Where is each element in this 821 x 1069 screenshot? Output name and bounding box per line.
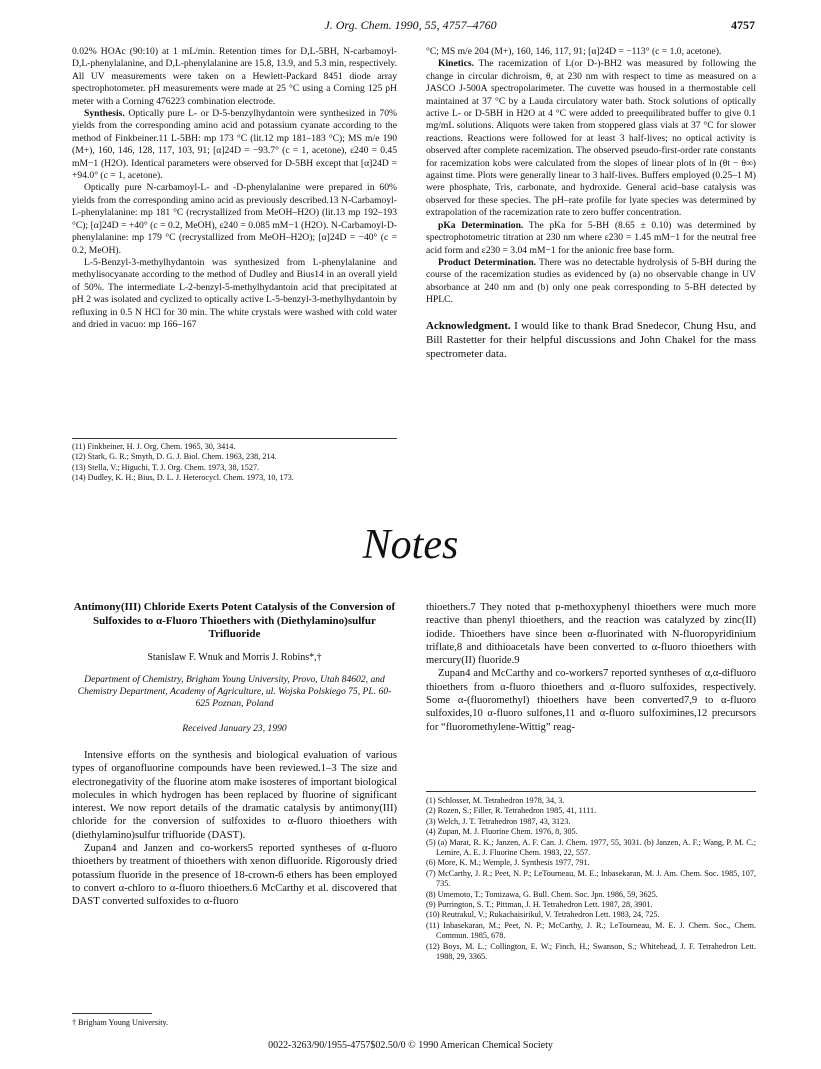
- reference-item: (12) Stark, G. R.; Smyth, D. G. J. Biol. Chem. 1963, 238, 214.: [72, 452, 277, 462]
- paragraph-product: [426, 257, 756, 307]
- reference-item: (8) Umemoto, T.; Tomizawa, G. Bull. Chem. Soc. Jpn. 1986, 59, 3625.: [426, 889, 658, 899]
- reference-item: (1) Schlosser, M. Tetrahedron 1978, 34, 3.: [426, 796, 565, 805]
- upper-left-column: [72, 46, 397, 331]
- divider: [426, 791, 756, 792]
- divider: [72, 438, 397, 439]
- reference-item: (11) Inbasekaran, M.; Peet, N. P.; McCarthy, J. R.; LeTourneau, M. E. J. Chem. Soc., Chem. Commun. 1985, 678.: [426, 920, 756, 941]
- reference-item: (6) More, K. M.; Wemple, J. Synthesis 1977, 791.: [426, 858, 590, 868]
- run-in-heading: Synthesis.: [84, 108, 125, 120]
- paragraph: thioethers.7 They noted that p-methoxyphenyl thioethers were much more reactive than phenyl thioethers, and the reaction was catalyzed by zinc(II) iodide. Thioethers have since been α-fluorinated with N-fluoropyridinium triflate,8 and dithioacetals have been converted to α-fluoro thioethers with mercury(II) fluoride.9: [426, 602, 756, 667]
- reference-list: [426, 796, 756, 963]
- paragraph-synthesis: [72, 108, 397, 182]
- article-title: Antimony(III) Chloride Exerts Potent Catalysis of the Conversion of Sulfoxides to α-Fluoro Thioethers with (Diethylamino)sulfur Trifluoride: [73, 601, 396, 640]
- reference-item: (13) Stella, V.; Higuchi, T. J. Org. Chem. 1973, 38, 1527.: [72, 462, 260, 472]
- paragraph: Optically pure N-carbamoyl-L- and -D-phenylalanine were prepared in 60% yields from the corresponding amino acid as previously described.13 N-Carbamoyl-L-phenylalanine: mp 181 °C (recrystallized from MeOH–H2O) (lit.13 mp 192–193 °C); [α]24D = +40° (c = 0.2, MeOH), ε240 = 0.085 mM−1 (H2O). N-Carbamoyl-D-phenylalanine: mp 179 °C (recrystallized from MeOH–H2O); [α]24D = −40° (c = 0.2, MeOH).: [72, 182, 397, 256]
- reference-list: [72, 442, 397, 484]
- footnote: † Brigham Young University.: [72, 1018, 169, 1027]
- upper-right-column: [426, 46, 756, 361]
- run-in-heading: pKa Determination.: [438, 219, 524, 231]
- page-number: 4757: [731, 18, 755, 32]
- authors: Stanislaw F. Wnuk and Morris J. Robins*,†: [147, 651, 322, 663]
- lower-left-column: [72, 601, 397, 908]
- footnote-divider: [72, 1013, 152, 1014]
- paragraph: Intensive efforts on the synthesis and biological evaluation of various types of organofluorine compounds have been reviewed.1–3 The size and electronegativity of the fluorine atom make isosteres of important biological molecules in which hydrogen has been replaced by fluorine of significant interest. We now report details of the dramatic catalysis by antimony(III) chloride for the conversion of sulfoxides to α-fluoro thioethers with (diethylamino)sulfur trifluoride (DAST).: [72, 749, 397, 841]
- paragraph: Zupan4 and Janzen and co-workers5 reported syntheses of α-fluoro thioethers by treatment of thioethers with xenon difluoride. Rigorously dried potassium fluoride in the presence of 18-crown-6 ethers has been employed to convert α-chloro to α-fluoro thioethers.6 McCarthy et al. discovered that DAST converted sulfoxides to α-fluoro: [72, 843, 397, 908]
- paragraph-pka: [426, 220, 756, 257]
- run-in-heading: Acknowledgment.: [426, 319, 511, 332]
- acknowledgment: [426, 319, 756, 361]
- paragraph-text: The pKa for 5-BH (8.65 ± 0.10) was determined by spectrophotometric titration at 230 nm where ε230 = 1.45 mM−1 for the neutral free acid form and ε230 = 3.04 mM−1 for the anionic free base form.: [426, 219, 756, 256]
- received-date: Received January 23, 1990: [182, 722, 287, 734]
- run-in-heading: Kinetics.: [438, 58, 474, 70]
- reference-item: (9) Purrington, S. T.; Pittman, J. H. Tetrahedron Lett. 1987, 28, 3901.: [426, 900, 653, 910]
- paragraph: °C; MS m/e 204 (M+), 160, 146, 117, 91; [α]24D = −113° (c = 1.0, acetone).: [426, 46, 722, 57]
- journal-citation: J. Org. Chem. 1990, 55, 4757–4760: [324, 18, 497, 32]
- paragraph-text: There was no detectable hydrolysis of 5-BH during the course of the racemization studies as evidenced by (a) no observable change in UV absorbance at 240 nm and (b) only one peak corresponding to 5-BH detected by HPLC.: [426, 256, 757, 306]
- reference-item: (14) Dudley, K. H.; Bius, D. L. J. Heterocycl. Chem. 1973, 10, 173.: [72, 473, 294, 483]
- running-header: [0, 18, 821, 38]
- paragraph-text: Optically pure L- or D-5-benzylhydantoin were synthesized in 70% yields from the corresponding amino acid and potassium cyanate according to the method of Finkbeiner.11 L-5BH: mp 173 °C (lit.12 mp 181–183 °C); MS m/e 190 (M+), 160, 146, 128, 117, 103, 91; [α]24D = −93.7° (c = 1, acetone), ε240 = 0.45 mM−1 (H2O). Identical parameters were observed for D-5BH except that [α]24D = +94.0° (c = 1, acetone).: [72, 108, 397, 182]
- paragraph: Zupan4 and McCarthy and co-workers7 reported syntheses of α,α-difluoro thioethers from α-fluoro thioethers and α-fluoro sulfoxides, respectively. Some α-(fluoromethyl) thioethers have been converted7,9 to α-fluoro sulfoxides,10 α-fluoro sulfones,11 and α-fluoro sulfoximines,12 precursors for “fluoromethylene-Wittig” reag-: [426, 668, 756, 733]
- paragraph: 0.02% HOAc (90:10) at 1 mL/min. Retention times for D,L-5BH, N-carbamoyl-D,L-phenylalanine, and D,L-phenylalanine are 15.8, 13.9, and 5.3 min, respectively. All UV measurements were taken on a Hewlett-Packard 8451 diode array spectrophotometer. pH measurements were made at 25 °C using a Corning 125 pH meter with a Corning 476223 combination electrode.: [72, 46, 397, 107]
- page-footer: 0022-3263/90/1955-4757$02.50/0 © 1990 American Chemical Society: [268, 1040, 553, 1051]
- paragraph: L-5-Benzyl-3-methylhydantoin was synthesized from L-phenylalanine and methylisocyanate according to the method of Dudley and Bius14 in an overall yield of 50%. The intermediate L-2-benzyl-5-methylhydantoin acid that precipitated at pH 2 was isolated and cyclized to optically active L-5-benzyl-3-methylhydantoin by refluxing in 0.5 N HCl for 30 min. The white crystals were washed with cold water and dried in vacuo: mp 166–167: [72, 256, 397, 330]
- section-heading: Notes: [362, 522, 459, 568]
- reference-item: (11) Finkbeiner, H. J. Org. Chem. 1965, 30, 3414.: [72, 442, 236, 451]
- reference-item: (10) Reutrakul, V.; Rukachaisirikul, V. Tetrahedron Lett. 1983, 24, 725.: [426, 910, 660, 920]
- reference-item: (7) McCarthy, J. R.; Peet, N. P.; LeTourneau, M. E.; Inbasekaran, M. J. Am. Chem. Soc. 1985, 107, 735.: [426, 868, 756, 889]
- article-body: [72, 749, 397, 909]
- paragraph-text: I would like to thank Brad Snedecor, Chung Hsu, and Bill Rastetter for their helpful discussions and John Chakel for the mass spectrometer data.: [426, 319, 756, 360]
- reference-item: (4) Zupan, M. J. Fluorine Chem. 1976, 8, 305.: [426, 827, 578, 837]
- lower-right-column: [426, 601, 756, 734]
- paragraph-kinetics: [426, 58, 756, 219]
- reference-item: (12) Boys, M. L.; Collington, E. W.; Finch, H.; Swanson, S.; Whitehead, J. F. Tetrahedron Lett. 1988, 29, 3365.: [426, 941, 756, 962]
- affiliation: Department of Chemistry, Brigham Young University, Provo, Utah 84602, and Chemistry Department, Academy of Agriculture, ul. Wojska Polskiego 75, PL. 60-625 Poznan, Poland: [77, 673, 392, 710]
- paragraph-text: The racemization of L(or D-)-BH2 was measured by following the change in circular dichroism, θ, at 230 nm with respect to time as measured on a JASCO J-500A spectropolarimeter. The cuvette was housed in a thermostable cell maintained at 37 °C by a Lauda circulatory water bath. Stock solutions of optically active L- or D-5BH in H2O at 4 °C were added to preequilibrated buffer to give 0.1 mg/mL solutions. Aliquots were taken from stoppered glass vials at 37 °C for slower reactions. Reactions were followed for at least 3 half-lives; no optical activity is observed after complete racemization. The observed pseudo-first-order rate constants for racemization kobs were calculated from the slopes of linear plots of ln (θt − θ∞) against time. Plots were generally linear to 3 half-lives. Buffers employed (0.25–1 M) were phosphate, Tris, carbonate, and hydroxide. General acid–base catalysis was observed for these species. The pH–rate profile for lyate species was determined by extrapolation of the racemization rate to zero buffer concentration.: [426, 58, 756, 219]
- reference-item: (5) (a) Marat, R. K.; Janzen, A. F. Can. J. Chem. 1977, 55, 3031. (b) Janzen, A. F.; Wang, P. M. C.; Lemire, A. E. J. Fluorine Chem. 1983, 22, 557.: [426, 837, 756, 858]
- reference-item: (2) Rozen, S.; Filler, R. Tetrahedron 1985, 41, 1111.: [426, 806, 597, 816]
- reference-item: (3) Welch, J. T. Tetrahedron 1987, 43, 3123.: [426, 816, 571, 826]
- run-in-heading: Product Determination.: [438, 256, 537, 268]
